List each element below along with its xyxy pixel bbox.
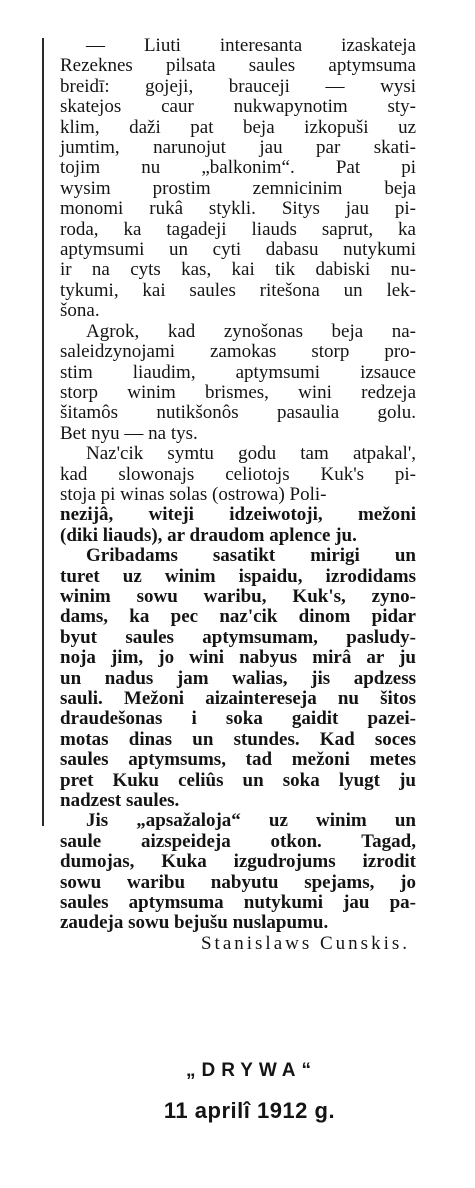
text-line: pret Kuku celiûs un soka lyugt ju <box>60 769 416 791</box>
text-line: wysim prostim zemnicinim beja <box>60 177 416 199</box>
text-line: stoja pi winas solas (ostrowa) Poli- <box>60 483 327 505</box>
text-line: zaudeja sowu bejušu nuslapumu. <box>60 912 329 934</box>
text-line: Rezeknes pilsata saules aptymsuma <box>60 55 416 77</box>
text-line: dams, ka pec naz'cik dinom pidar <box>60 606 416 628</box>
text-line: sauli. Mežoni aizainteresejа nu šitos <box>60 688 416 709</box>
article-paragraph <box>60 811 416 933</box>
text-line: šona. <box>60 300 100 322</box>
text-line: Agrok, kad zynošonas beja na- <box>86 320 416 342</box>
article-paragraph <box>60 546 416 811</box>
text-line: saules aptymsums, tad mežoni metes <box>60 749 416 771</box>
text-line: un nadus jam walias, jis apdzess <box>60 667 416 689</box>
article-paragraph <box>60 444 416 505</box>
newspaper-name: „DRYWA“ <box>185 1060 318 1081</box>
text-line: roda, ka tagadeji liauds saprut, ka <box>60 218 416 240</box>
article-column <box>60 36 416 954</box>
text-line: sowu waribu nabyutu spejams, jo <box>60 871 416 893</box>
text-line: motas dinas un stundes. Kad soces <box>60 728 416 750</box>
text-line: stim liaudim, aptymsumi izsauce <box>60 361 416 383</box>
text-line: byut saules aptymsumam, pasludy- <box>60 626 416 648</box>
article-paragraph <box>60 322 416 444</box>
text-line: winim sowu waribu, Kuk's, zyno- <box>60 585 416 607</box>
text-line: breidī: gojeji, brauceji — wysi <box>60 75 416 97</box>
text-line: Bet nyu — na tys. <box>60 422 198 444</box>
text-line: Jis „apsažaloja“ uz winim un <box>86 810 416 832</box>
text-line: klim, daži pat beja izkopuši uz <box>60 116 416 138</box>
article-paragraph <box>60 505 416 546</box>
text-line: storp winim brismes, wini redzeja <box>60 381 416 403</box>
text-line: turet uz winim ispaidu, izrodidams <box>60 565 416 587</box>
author-signature: Stanislaws Cunskis. <box>200 932 410 954</box>
text-line: (diki liauds), ar draudom aplence ju. <box>60 524 357 546</box>
text-line: noja jim, jo wini nabyus mirâ ar ju <box>60 647 416 669</box>
text-line: saules aptymsuma nutykumi jau pa- <box>60 892 416 914</box>
text-line: Naz'cik symtu godu tam atpakal', <box>86 443 416 465</box>
text-line: šitamôs nutikšonôs pasaulia golu. <box>60 402 416 424</box>
text-line: tojim nu „balkonim“. Pat pi <box>60 157 416 179</box>
text-line: monomi rukâ stykli. Sitys jau pi- <box>60 198 416 220</box>
text-line: nadzest saules. <box>60 790 180 812</box>
text-line: draudešonas i soka gaidit pazei- <box>60 708 416 730</box>
publication-date: 11 aprilî 1912 g. <box>163 1098 336 1123</box>
text-line: Gribadams sasatikt mirigi un <box>86 545 416 567</box>
text-line: dumojas, Kuka izgudrojums izrodit <box>60 851 416 873</box>
text-line: saleidzynojami zamokas storp pro- <box>60 341 416 363</box>
text-line: aptymsumi un cyti dabasu nutykumi <box>60 239 416 261</box>
column-rule <box>42 38 44 826</box>
article-body <box>60 36 416 934</box>
text-line: tykumi, kai saules ritešona un lek- <box>60 279 416 301</box>
text-line: — Liuti interesanta izaskateja <box>86 35 416 56</box>
text-line: ir na cyts kas, kai tik dabiski nu- <box>60 259 416 281</box>
text-line: skatejos caur nukwapynotim sty- <box>60 96 416 118</box>
text-line: nezijâ, witeji idzeiwotoji, mežoni <box>60 504 416 526</box>
text-line: saule aizspeideja otkon. Tagad, <box>60 830 416 852</box>
text-line: jumtim, narunojut jau par skati- <box>60 137 416 159</box>
text-line: kad slowonajs celiotojs Kuk's pi- <box>60 463 416 485</box>
article-paragraph <box>60 36 416 322</box>
